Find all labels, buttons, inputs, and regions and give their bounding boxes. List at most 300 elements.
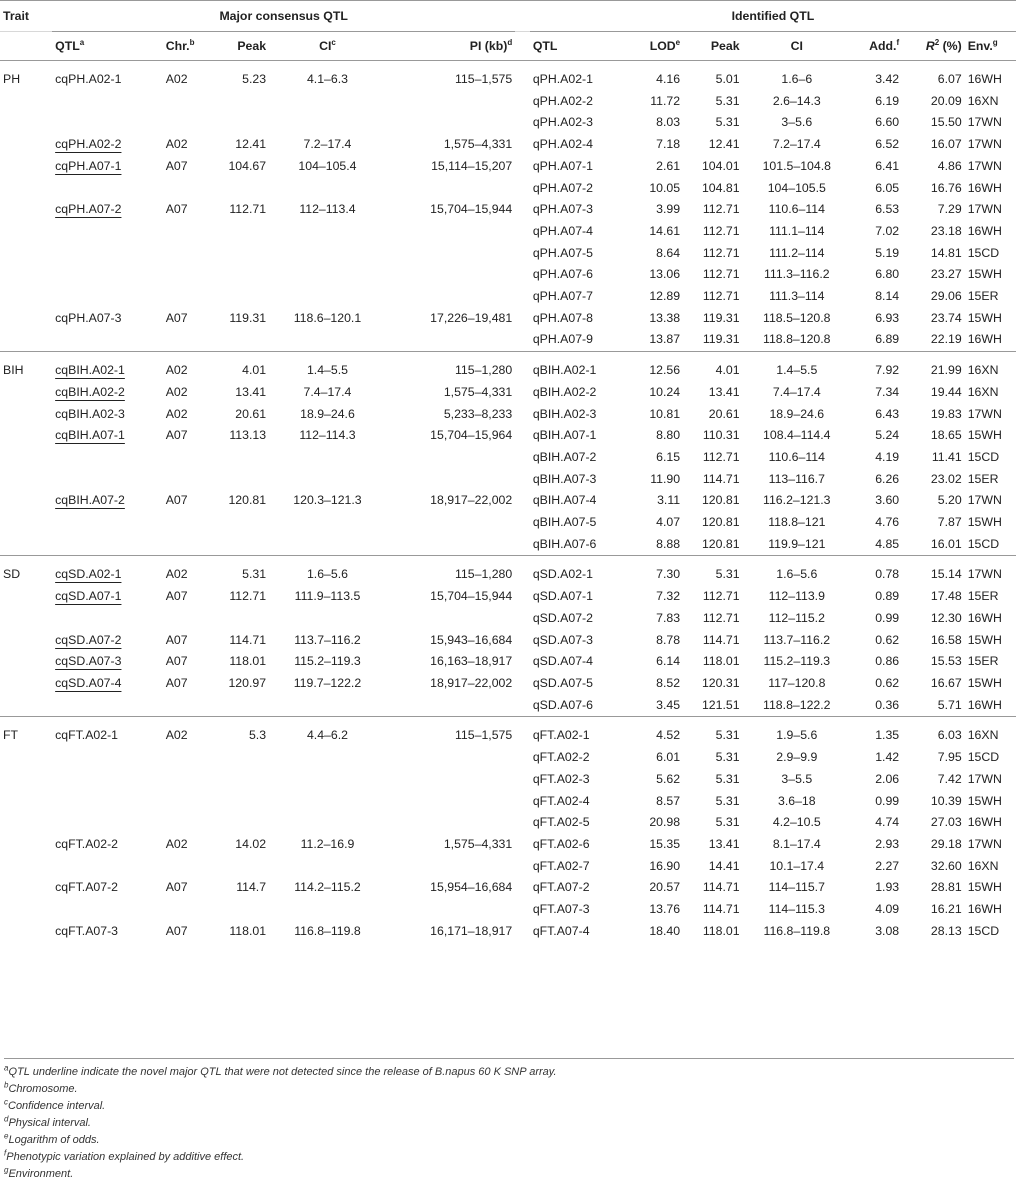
- trait-cell: FT: [0, 717, 52, 747]
- identified-qtl-cell: qPH.A07-5: [532, 245, 593, 260]
- major-ci-cell: 112–114.3: [299, 428, 356, 443]
- env-cell: 15ER: [967, 471, 999, 486]
- major-peak-cell: 112.71: [229, 589, 267, 604]
- lod-cell: 8.52: [656, 675, 681, 690]
- ci-cell: 111.3–116.2: [763, 267, 830, 282]
- r2-cell: 23.18: [930, 223, 962, 238]
- table-row: [0, 178, 1016, 200]
- major-qtl-cell: [52, 556, 163, 586]
- ci-cell: 7.2–17.4: [772, 137, 821, 152]
- empty-cell: [163, 469, 215, 491]
- table-row: [0, 769, 1016, 791]
- spacer-cell: [515, 308, 530, 330]
- env-cell: 15WH: [967, 428, 1002, 443]
- empty-cell: [215, 512, 269, 534]
- trait-cell: [0, 490, 52, 512]
- peak-cell: 112.71: [702, 289, 740, 304]
- header-footnote-mark: a: [79, 37, 85, 47]
- spacer-cell: [515, 329, 530, 351]
- empty-cell: [386, 243, 515, 265]
- major-chr-cell: A02: [165, 836, 188, 851]
- table-row: [0, 469, 1016, 491]
- header-major-col: [269, 32, 386, 61]
- empty-cell: [52, 221, 163, 243]
- empty-cell: [269, 812, 386, 834]
- major-peak-cell: 114.71: [229, 632, 267, 647]
- peak-cell: 13.41: [708, 836, 740, 851]
- empty-cell: [215, 747, 269, 769]
- ci-cell: 110.6–114: [768, 449, 825, 464]
- empty-cell: [215, 695, 269, 717]
- ci-cell: 112–115.2: [768, 610, 825, 625]
- ci-cell: 3.6–18: [777, 793, 816, 808]
- ci-cell: 2.6–14.3: [772, 93, 821, 108]
- add-cell: 1.42: [875, 750, 900, 765]
- footnote: [4, 1064, 1014, 1081]
- r2-cell: 12.30: [930, 610, 962, 625]
- env-cell: 17WN: [965, 556, 1016, 586]
- table-row: [0, 221, 1016, 243]
- r2-cell: 19.44: [930, 384, 962, 399]
- add-cell: 7.92: [851, 352, 902, 382]
- add-cell: 4.19: [875, 449, 900, 464]
- major-pi-cell: 15,704–15,944: [430, 589, 513, 604]
- lod-cell: 7.30: [628, 556, 683, 586]
- spacer-cell: [515, 899, 530, 921]
- r2-cell: 6.07: [937, 72, 962, 86]
- r2-cell: 15.53: [930, 654, 962, 669]
- peak-cell: 112.71: [702, 202, 740, 217]
- add-cell: 0.62: [875, 675, 900, 690]
- ci-cell: 118.8–122.2: [763, 697, 831, 712]
- major-qtl-cell: [52, 352, 163, 382]
- ci-cell: 111.3–114: [769, 289, 825, 304]
- identified-qtl-cell: qFT.A07-3: [532, 902, 590, 917]
- spacer-cell: [515, 221, 530, 243]
- identified-qtl-cell: qSD.A07-1: [532, 589, 593, 604]
- env-cell: 16WH: [967, 902, 1002, 917]
- trait-cell: [0, 243, 52, 265]
- lod-cell: 13.38: [649, 310, 681, 325]
- major-pi-cell: 15,704–15,944: [430, 202, 513, 217]
- empty-cell: [386, 812, 515, 834]
- identified-qtl-cell: qBIH.A07-3: [532, 471, 597, 486]
- lod-cell: 12.89: [649, 289, 681, 304]
- spacer-cell: [515, 608, 530, 630]
- spacer-cell: [515, 673, 530, 695]
- ci-cell: 2.9–9.9: [776, 750, 818, 765]
- table-row: [0, 404, 1016, 426]
- add-cell: 6.53: [875, 202, 900, 217]
- major-peak-cell: 4.01: [215, 352, 269, 382]
- lod-cell: 5.62: [656, 771, 681, 786]
- lod-cell: 20.57: [649, 880, 681, 895]
- spacer-cell: [515, 695, 530, 717]
- env-cell: 17WN: [967, 771, 1002, 786]
- env-cell: 17WN: [967, 137, 1002, 152]
- env-cell: 16XN: [967, 384, 999, 399]
- peak-cell: 5.31: [715, 771, 740, 786]
- spacer-cell: [515, 556, 530, 586]
- major-ci-cell: 18.9–24.6: [300, 406, 355, 421]
- major-pi-cell: 1,575–4,331: [443, 836, 513, 851]
- ci-cell: 1.4–5.5: [743, 352, 851, 382]
- r2-cell: 16.58: [930, 632, 962, 647]
- table-row: [0, 608, 1016, 630]
- major-ci-cell: 111.9–113.5: [294, 589, 361, 604]
- major-qtl-name: cqFT.A02-2: [55, 836, 119, 851]
- major-peak-cell: 5.23: [242, 72, 267, 86]
- empty-cell: [215, 178, 269, 200]
- trait-cell: [0, 586, 52, 608]
- header-major-col: [163, 32, 215, 61]
- trait-cell: SD: [0, 556, 52, 586]
- header-identified-col: [965, 32, 1016, 61]
- major-qtl-cell: [52, 382, 163, 404]
- footnote-mark: a: [4, 1063, 9, 1073]
- trait-cell: [0, 899, 52, 921]
- r2-cell: 21.99: [902, 352, 965, 382]
- empty-cell: [269, 221, 386, 243]
- empty-cell: [269, 791, 386, 813]
- footnote-text: Environment.: [8, 1168, 74, 1180]
- trait-cell: BIH: [0, 352, 52, 382]
- ci-cell: 112–113.9: [768, 589, 825, 604]
- trait-cell: [0, 469, 52, 491]
- major-ci-cell: 4.4–6.2: [269, 717, 386, 747]
- env-cell: 16WH: [967, 332, 1002, 347]
- table-row: [0, 747, 1016, 769]
- lod-cell: 2.61: [656, 158, 681, 173]
- major-qtl-cell: [52, 199, 163, 221]
- lod-cell: 10.24: [649, 384, 681, 399]
- empty-cell: [386, 91, 515, 113]
- empty-cell: [269, 608, 386, 630]
- add-cell: 2.93: [875, 836, 900, 851]
- lod-cell: 13.76: [649, 902, 681, 917]
- major-chr-cell: A07: [165, 654, 188, 669]
- identified-qtl-cell: qBIH.A07-4: [532, 493, 597, 508]
- major-peak-cell: 14.02: [235, 836, 267, 851]
- spacer-cell: [515, 747, 530, 769]
- major-qtl-name: cqSD.A07-3: [55, 654, 122, 669]
- header-label: Chr.: [165, 39, 190, 53]
- major-pi-cell: 18,917–22,002: [430, 493, 513, 508]
- empty-cell: [215, 856, 269, 878]
- major-peak-cell: 118.01: [229, 654, 267, 669]
- lod-cell: 15.35: [649, 836, 681, 851]
- empty-cell: [52, 91, 163, 113]
- major-qtl-cell: [52, 425, 163, 447]
- empty-cell: [269, 769, 386, 791]
- header-superscript: 2: [934, 37, 940, 47]
- major-peak-cell: 114.7: [236, 880, 267, 895]
- add-cell: 6.52: [875, 137, 900, 152]
- major-peak-cell: 5.31: [215, 556, 269, 586]
- add-cell: 3.08: [875, 923, 900, 938]
- empty-cell: [52, 899, 163, 921]
- add-cell: 2.27: [875, 858, 900, 873]
- spacer-cell: [515, 286, 530, 308]
- footnote-text: Physical interval.: [8, 1117, 91, 1129]
- table-row: [0, 264, 1016, 286]
- add-cell: 4.85: [875, 536, 900, 551]
- spacer-cell: [515, 156, 530, 178]
- add-cell: 4.09: [875, 902, 900, 917]
- header-major-col: [386, 32, 515, 61]
- major-chr-cell: A02: [165, 384, 188, 399]
- identified-qtl-cell: qBIH.A02-2: [532, 384, 597, 399]
- empty-cell: [215, 447, 269, 469]
- lod-cell: 18.40: [649, 923, 681, 938]
- identified-qtl-cell: qBIH.A07-2: [532, 449, 597, 464]
- major-peak-cell: 20.61: [235, 406, 267, 421]
- peak-cell: 112.71: [702, 245, 740, 260]
- ci-cell: 1.6–6: [781, 72, 813, 86]
- header-footnote-mark: f: [896, 37, 900, 47]
- peak-cell: 121.51: [701, 697, 740, 712]
- major-pi-cell: 15,943–16,684: [430, 632, 513, 647]
- header-major-col: [215, 32, 269, 61]
- r2-cell: 15.50: [930, 115, 962, 130]
- empty-cell: [215, 899, 269, 921]
- table-row: [0, 91, 1016, 113]
- peak-cell: 5.31: [683, 556, 742, 586]
- add-cell: 0.99: [875, 610, 900, 625]
- add-cell: 6.43: [875, 406, 900, 421]
- trait-cell: [0, 651, 52, 673]
- env-cell: 15CD: [967, 536, 1000, 551]
- empty-cell: [215, 608, 269, 630]
- header-footnote-mark: d: [507, 37, 513, 47]
- trait-cell: [0, 156, 52, 178]
- footnote: [4, 1132, 1014, 1149]
- ci-cell: 116.2–121.3: [763, 493, 831, 508]
- ci-cell: 10.1–17.4: [769, 858, 825, 873]
- header-label: R: [925, 39, 935, 53]
- major-qtl-cell: [52, 921, 163, 943]
- trait-cell: [0, 921, 52, 943]
- env-cell: 15ER: [967, 654, 999, 669]
- empty-cell: [163, 221, 215, 243]
- major-pi-cell: 115–1,280: [386, 352, 515, 382]
- identified-qtl-cell: qFT.A02-4: [532, 793, 590, 808]
- empty-cell: [386, 286, 515, 308]
- empty-cell: [386, 791, 515, 813]
- identified-qtl-cell: qPH.A07-8: [532, 310, 593, 325]
- spacer-cell: [515, 877, 530, 899]
- empty-cell: [386, 329, 515, 351]
- major-peak-cell: 13.41: [235, 384, 267, 399]
- table-row: [0, 329, 1016, 351]
- env-cell: 17WN: [967, 836, 1002, 851]
- peak-cell: 5.01: [715, 72, 740, 86]
- header-label: CI: [790, 39, 803, 53]
- ci-cell: 114–115.7: [768, 880, 825, 895]
- peak-cell: 120.81: [701, 493, 740, 508]
- lod-cell: 4.16: [656, 72, 681, 86]
- table-row: [0, 308, 1016, 330]
- trait-cell: [0, 134, 52, 156]
- trait-cell: [0, 512, 52, 534]
- peak-cell: 4.01: [683, 352, 742, 382]
- trait-cell: [0, 834, 52, 856]
- major-chr-cell: A07: [165, 158, 188, 173]
- ci-cell: 118.8–120.8: [763, 332, 831, 347]
- major-chr-cell: A07: [165, 310, 188, 325]
- empty-cell: [52, 178, 163, 200]
- r2-cell: 19.83: [930, 406, 962, 421]
- ci-cell: 1.9–5.6: [743, 717, 851, 747]
- r2-cell: 16.76: [930, 180, 962, 195]
- table-row: [0, 695, 1016, 717]
- header-label: LOD: [649, 39, 676, 53]
- identified-qtl-cell: qBIH.A07-5: [532, 515, 597, 530]
- footnote: [4, 1166, 1014, 1183]
- major-ci-cell: 112–113.4: [299, 202, 356, 217]
- lod-cell: 20.98: [649, 815, 681, 830]
- major-qtl-name: cqSD.A07-1: [55, 589, 122, 604]
- empty-cell: [386, 899, 515, 921]
- ci-cell: 111.2–114: [769, 245, 825, 260]
- footnote-mark: b: [4, 1080, 9, 1090]
- r2-cell: 16.21: [930, 902, 962, 917]
- empty-cell: [163, 178, 215, 200]
- empty-cell: [163, 329, 215, 351]
- empty-cell: [215, 534, 269, 556]
- trait-cell: [0, 112, 52, 134]
- major-qtl-name: cqBIH.A02-1: [55, 363, 125, 378]
- add-cell: 0.99: [875, 793, 900, 808]
- header-identified-col: [683, 32, 742, 61]
- r2-cell: 15.14: [902, 556, 965, 586]
- empty-cell: [163, 608, 215, 630]
- spacer-cell: [515, 382, 530, 404]
- r2-cell: 29.18: [930, 836, 962, 851]
- empty-cell: [163, 747, 215, 769]
- empty-cell: [269, 469, 386, 491]
- footnote: [4, 1098, 1014, 1115]
- lod-cell: 8.80: [656, 428, 681, 443]
- footnote: [4, 1081, 1014, 1098]
- major-chr-cell: A02: [165, 137, 188, 152]
- empty-cell: [269, 91, 386, 113]
- lod-cell: 8.88: [656, 536, 681, 551]
- add-cell: 0.89: [875, 589, 900, 604]
- peak-cell: 112.71: [702, 449, 740, 464]
- env-cell: 16WH: [967, 697, 1002, 712]
- ci-cell: 117–120.8: [768, 675, 826, 690]
- spacer-cell: [515, 834, 530, 856]
- footnote-mark: e: [4, 1131, 9, 1141]
- env-cell: 17WN: [967, 493, 1002, 508]
- table-row: [0, 156, 1016, 178]
- empty-cell: [52, 534, 163, 556]
- identified-qtl-cell: qBIH.A02-3: [532, 406, 597, 421]
- empty-cell: [52, 243, 163, 265]
- identified-qtl-cell: qPH.A07-3: [532, 202, 593, 217]
- lod-cell: 10.05: [649, 180, 681, 195]
- peak-cell: 119.31: [702, 310, 740, 325]
- r2-cell: 32.60: [930, 858, 962, 873]
- ci-cell: 101.5–104.8: [762, 158, 831, 173]
- major-peak-cell: 112.71: [229, 202, 267, 217]
- r2-cell: 23.27: [930, 267, 962, 282]
- empty-cell: [386, 769, 515, 791]
- peak-cell: 120.81: [701, 536, 740, 551]
- empty-cell: [386, 469, 515, 491]
- identified-qtl-cell: qPH.A07-1: [532, 158, 593, 173]
- footnote: [4, 1115, 1014, 1132]
- major-chr-cell: A07: [165, 493, 188, 508]
- env-cell: 17WN: [967, 406, 1002, 421]
- peak-cell: 120.81: [701, 515, 740, 530]
- major-qtl-name: cqSD.A07-2: [55, 632, 122, 647]
- trait-cell: [0, 382, 52, 404]
- major-peak-cell: 119.31: [229, 310, 267, 325]
- env-cell: 17WN: [967, 202, 1002, 217]
- empty-cell: [386, 264, 515, 286]
- add-cell: 6.41: [875, 158, 900, 173]
- r2-cell: 7.29: [937, 202, 962, 217]
- peak-cell: 5.31: [715, 815, 740, 830]
- env-cell: 15CD: [967, 923, 1000, 938]
- trait-cell: [0, 630, 52, 652]
- major-ci-cell: 114.2–115.2: [294, 880, 361, 895]
- trait-cell: [0, 404, 52, 426]
- env-cell: 15WH: [967, 880, 1002, 895]
- footnote-mark: f: [4, 1148, 7, 1158]
- spacer-cell: [515, 404, 530, 426]
- trait-cell: [0, 329, 52, 351]
- empty-cell: [269, 447, 386, 469]
- lod-cell: 7.18: [656, 137, 681, 152]
- env-cell: 16WH: [967, 610, 1002, 625]
- ci-cell: 7.4–17.4: [772, 384, 821, 399]
- empty-cell: [163, 91, 215, 113]
- major-ci-cell: 104–105.4: [298, 158, 357, 173]
- footnote-text: Phenotypic variation explained by additive effect.: [6, 1151, 245, 1163]
- empty-cell: [215, 286, 269, 308]
- table-row: [0, 112, 1016, 134]
- major-ci-cell: 7.4–17.4: [303, 384, 352, 399]
- identified-qtl-cell: qBIH.A02-1: [530, 352, 628, 382]
- empty-cell: [52, 286, 163, 308]
- trait-cell: [0, 695, 52, 717]
- empty-cell: [163, 243, 215, 265]
- table-row: [0, 425, 1016, 447]
- major-chr-cell: A07: [165, 632, 188, 647]
- peak-cell: 114.71: [702, 902, 740, 917]
- env-cell: 16XN: [967, 93, 999, 108]
- peak-cell: 118.01: [702, 654, 740, 669]
- footnote: [4, 1149, 1014, 1166]
- major-chr-cell: A02: [163, 717, 215, 747]
- ci-cell: 18.9–24.6: [769, 406, 825, 421]
- empty-cell: [163, 112, 215, 134]
- r2-cell: 27.03: [930, 815, 962, 830]
- header-identified-col: [530, 32, 628, 61]
- header-label: QTL: [55, 39, 80, 53]
- peak-cell: 120.31: [701, 675, 740, 690]
- lod-cell: 3.45: [656, 697, 681, 712]
- lod-cell: 13.87: [649, 332, 681, 347]
- spacer-cell: [515, 717, 530, 747]
- trait-cell: [0, 856, 52, 878]
- empty-cell: [215, 469, 269, 491]
- empty-cell: [215, 112, 269, 134]
- header-footnote-mark: c: [331, 37, 336, 47]
